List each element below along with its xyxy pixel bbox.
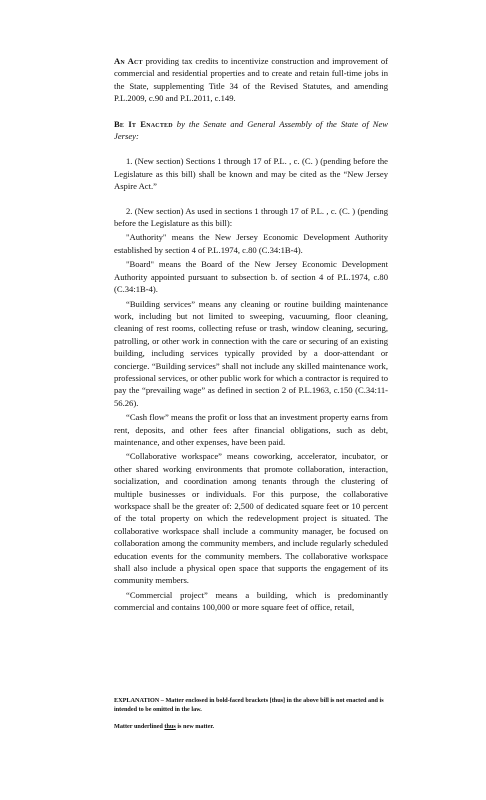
section-1: 1. (New section) Sections 1 through 17 of P.L. , c. (C. ) (pending before the Legislature as this bill) shall be known and may be cited as the “New Jersey Aspire Act.” — [114, 156, 388, 192]
section-2: 2. (New section) As used in sections 1 through 17 of P.L. , c. (C. ) (pending before the Legislature as this bill): — [114, 205, 388, 229]
underline-note — [114, 723, 394, 732]
underline-note-suffix: is new matter. — [175, 723, 215, 731]
bill-body — [114, 55, 388, 614]
definition-authority: "Authority" means the New Jersey Economic Development Authority established by section 4 of P.L.1974, c.80 (C.34:1B-4). — [114, 232, 388, 255]
act-title-text: providing tax credits to incentivize construction and improvement of commercial and residential properties and to create and retain full-time jobs in the State, supplementing Title 34 of the Revised Statutes, and amending P.L.2009, c.90 and P.L.2011, c.149. — [114, 56, 388, 104]
definition-building-services: “Building services” means any cleaning or routine building maintenance work, including but not limited to sweeping, vacuuming, floor cleaning, cleaning of rest rooms, collecting refuse or trash, window cleaning, securing, patrolling, or other work in connection with the care or securing of an existing building, including services typically provided by a door-attendant or concierge. “Building services” shall not include any skilled maintenance work, professional services, or other public work for which a contractor is required to pay the “prevailing wage” as defined in section 2 of P.L.1963, c.150 (C.34:11-56.26). — [114, 298, 388, 408]
underline-note-word: thus — [164, 723, 176, 731]
act-title-lead: An Act — [114, 56, 143, 66]
definition-cash-flow: “Cash flow” means the profit or loss that an investment property earns from rent, deposits, and other fees after financial obligations, such as debt, maintenance, and other expenses, have been paid. — [114, 412, 388, 447]
explanation-footer — [114, 697, 394, 732]
enacting-text: by the Senate and General Assembly of the State of New Jersey: — [114, 118, 389, 142]
definition-board: "Board" means the Board of the New Jersey Economic Development Authority appointed pursuant to subsection b. of section 4 of P.L.1974, c.80 (C.34:1B-4). — [114, 259, 388, 295]
enacting-lead: Be It Enacted — [114, 118, 173, 129]
definition-commercial-project: “Commercial project” means a building, which is predominantly commercial and contains 100,000 or more square feet of office, retail, — [114, 589, 388, 613]
explanation-note: EXPLANATION – Matter enclosed in bold-faced brackets [thus] in the above bill is not enacted and is intended to be omitted in the law. — [114, 697, 384, 713]
enacting-clause — [114, 118, 388, 143]
definition-collaborative-workspace: “Collaborative workspace” means coworking, accelerator, incubator, or other shared working environments that promote collaboration, interaction, socialization, and coordination among tenants through the clustering of multiple businesses or individuals. For this purpose, the collaborative workspace shall be the greater of: 2,500 of dedicated square feet or 10 percent of the total property on which the redevelopment project is situated. The collaborative workspace shall include a community manager, be focused on collaboration among the community members, and include regularly scheduled education events for the community members. The collaborative workspace shall also include a physical open space that supports the engagement of its community members. — [114, 451, 388, 586]
underline-note-prefix: Matter underlined — [114, 723, 165, 731]
act-title — [114, 55, 388, 105]
